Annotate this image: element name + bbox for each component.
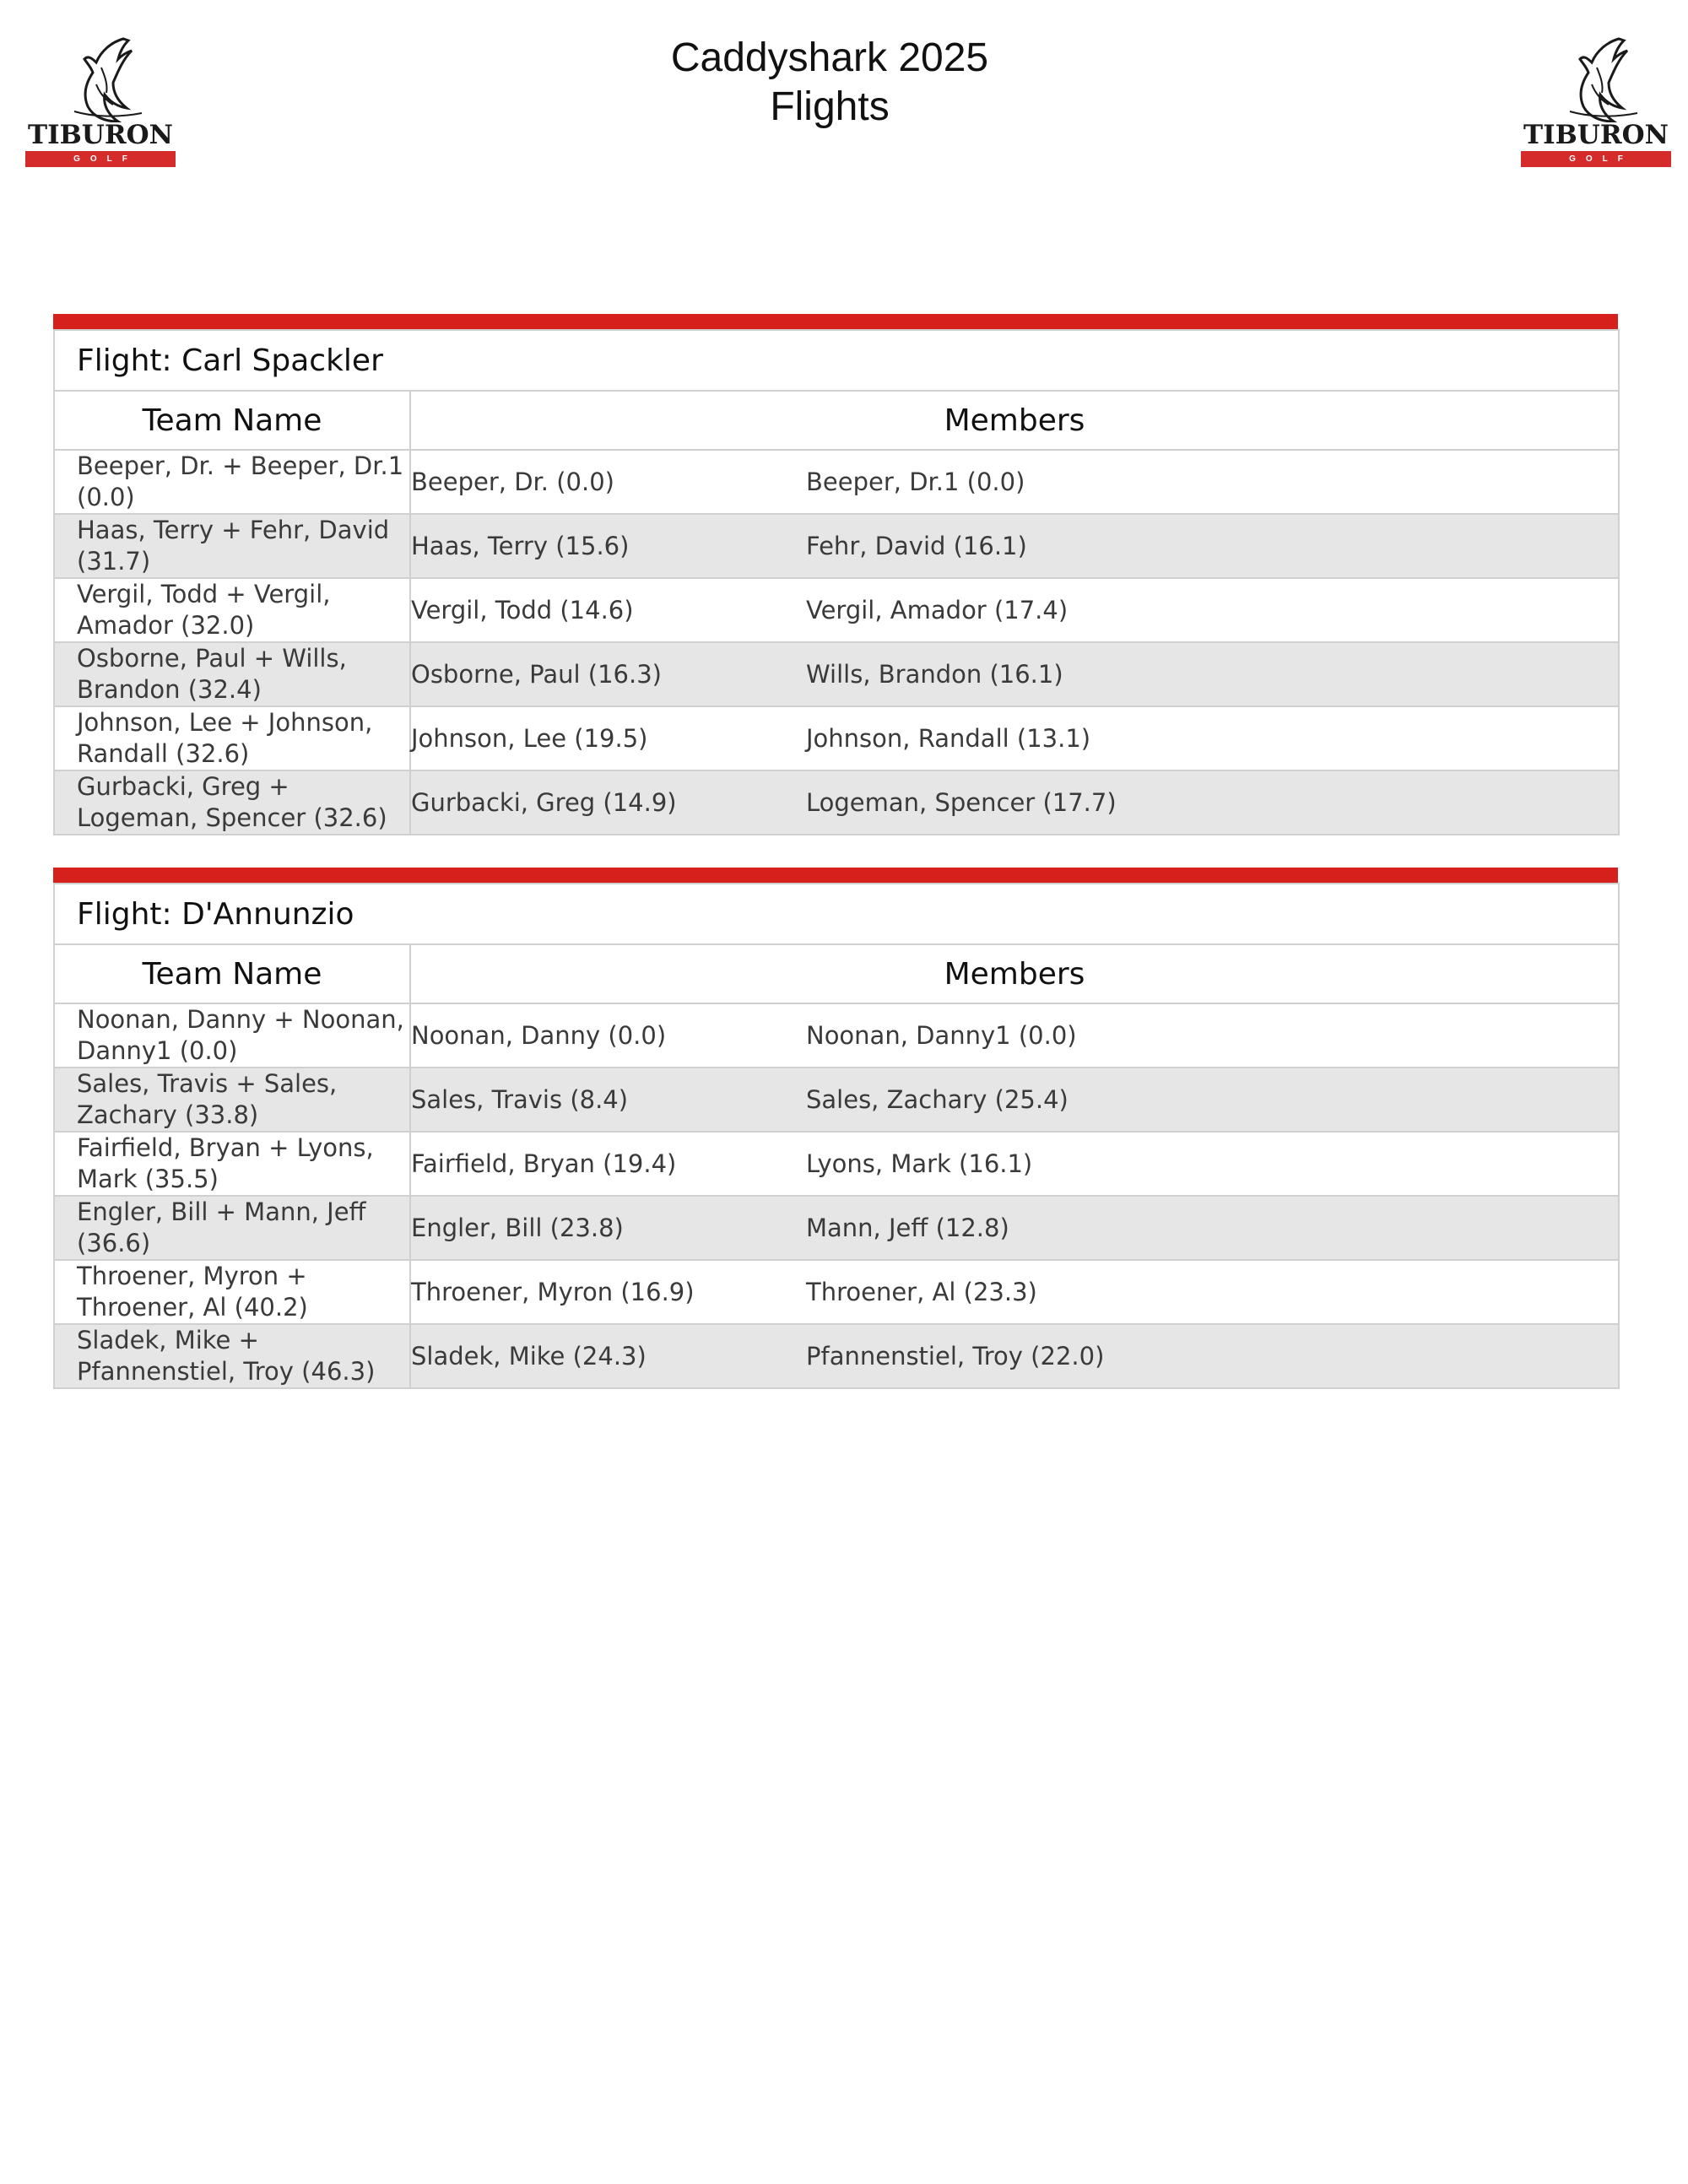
member-1: Gurbacki, Greg (14.9) [411, 788, 677, 817]
member-2: Wills, Brandon (16.1) [806, 660, 1063, 689]
members-cell [410, 770, 1619, 835]
member-1: Throener, Myron (16.9) [411, 1278, 695, 1306]
members-cell [410, 1068, 1619, 1132]
column-header-members: Members [410, 944, 1619, 1003]
members-cell [410, 642, 1619, 706]
table-row [54, 1003, 1619, 1068]
team-name-cell: Noonan, Danny + Noonan, Danny1 (0.0) [54, 1003, 410, 1068]
team-name-cell: Engler, Bill + Mann, Jeff (36.6) [54, 1196, 410, 1260]
members-cell [410, 1324, 1619, 1388]
members-cell [410, 578, 1619, 642]
team-name-cell: Sladek, Mike + Pfannenstiel, Troy (46.3) [54, 1324, 410, 1388]
team-name-cell: Beeper, Dr. + Beeper, Dr.1 (0.0) [54, 450, 410, 514]
members-cell [410, 450, 1619, 514]
team-name-cell: Osborne, Paul + Wills, Brandon (32.4) [54, 642, 410, 706]
flight-table [53, 329, 1620, 835]
member-1: Sladek, Mike (24.3) [411, 1342, 647, 1370]
flight-accent-bar [53, 314, 1618, 329]
team-name-cell: Johnson, Lee + Johnson, Randall (32.6) [54, 706, 410, 770]
table-row [54, 1196, 1619, 1260]
member-2: Pfannenstiel, Troy (22.0) [806, 1342, 1105, 1370]
member-1: Noonan, Danny (0.0) [411, 1021, 667, 1050]
member-2: Mann, Jeff (12.8) [806, 1214, 1009, 1242]
member-2: Beeper, Dr.1 (0.0) [806, 468, 1025, 496]
flight-table [53, 883, 1620, 1389]
members-cell [410, 1196, 1619, 1260]
team-name-cell: Throener, Myron + Throener, Al (40.2) [54, 1260, 410, 1324]
members-cell [410, 1003, 1619, 1068]
table-row [54, 450, 1619, 514]
table-row [54, 642, 1619, 706]
logo-subtitle: GOLF CLUB [1521, 151, 1671, 167]
table-row [54, 1132, 1619, 1196]
team-name-cell: Gurbacki, Greg + Logeman, Spencer (32.6) [54, 770, 410, 835]
member-2: Fehr, David (16.1) [806, 532, 1027, 560]
flight-caption: Flight: D'Annunzio [54, 884, 1619, 944]
member-2: Logeman, Spencer (17.7) [806, 788, 1117, 817]
member-1: Beeper, Dr. (0.0) [411, 468, 614, 496]
title-line-1: Caddyshark 2025 [670, 35, 989, 80]
logo-wordmark: TIBURON [1523, 120, 1669, 150]
flight-accent-bar [53, 868, 1618, 883]
team-name-cell: Fairfield, Bryan + Lyons, Mark (35.5) [54, 1132, 410, 1196]
member-1: Fairfield, Bryan (19.4) [411, 1149, 677, 1178]
member-2: Johnson, Randall (13.1) [806, 724, 1091, 753]
table-row [54, 706, 1619, 770]
table-row [54, 578, 1619, 642]
members-cell [410, 514, 1619, 578]
table-row [54, 1068, 1619, 1132]
members-cell [410, 706, 1619, 770]
team-name-cell: Haas, Terry + Fehr, David (31.7) [54, 514, 410, 578]
member-1: Osborne, Paul (16.3) [411, 660, 662, 689]
flight-caption: Flight: Carl Spackler [54, 330, 1619, 391]
member-1: Sales, Travis (8.4) [411, 1085, 629, 1114]
page-title [0, 34, 1659, 132]
member-1: Haas, Terry (15.6) [411, 532, 630, 560]
member-2: Noonan, Danny1 (0.0) [806, 1021, 1077, 1050]
column-header-team: Team Name [54, 391, 410, 450]
column-header-team: Team Name [54, 944, 410, 1003]
member-2: Lyons, Mark (16.1) [806, 1149, 1033, 1178]
flight-section-dannunzio [53, 868, 1618, 1389]
logo-subtitle: GOLF CLUB [25, 151, 176, 167]
member-1: Engler, Bill (23.8) [411, 1214, 624, 1242]
member-2: Vergil, Amador (17.4) [806, 596, 1069, 624]
team-name-cell: Vergil, Todd + Vergil, Amador (32.0) [54, 578, 410, 642]
flight-section-carl-spackler [53, 314, 1618, 835]
member-1: Vergil, Todd (14.6) [411, 596, 634, 624]
table-row [54, 1260, 1619, 1324]
team-name-cell: Sales, Travis + Sales, Zachary (33.8) [54, 1068, 410, 1132]
title-line-2: Flights [770, 84, 890, 129]
table-row [54, 514, 1619, 578]
member-2: Throener, Al (23.3) [806, 1278, 1037, 1306]
member-2: Sales, Zachary (25.4) [806, 1085, 1069, 1114]
member-1: Johnson, Lee (19.5) [411, 724, 648, 753]
logo-wordmark: TIBURON [28, 120, 173, 150]
members-cell [410, 1132, 1619, 1196]
table-row [54, 1324, 1619, 1388]
table-row [54, 770, 1619, 835]
members-cell [410, 1260, 1619, 1324]
column-header-members: Members [410, 391, 1619, 450]
